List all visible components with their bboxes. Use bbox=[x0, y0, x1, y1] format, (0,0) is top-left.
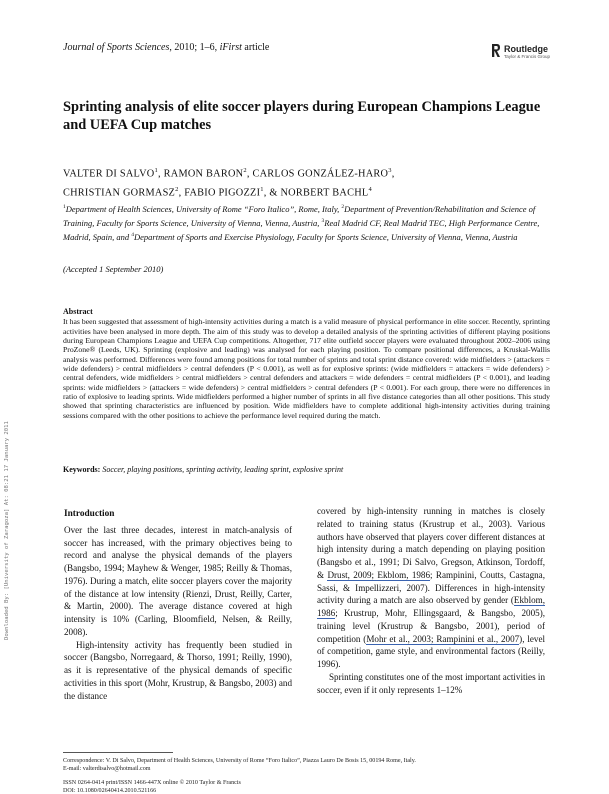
body-column-left bbox=[64, 505, 292, 702]
correspondence-footnote bbox=[63, 757, 553, 773]
correspondence-text: Correspondence: V. Di Salvo, Department of Health Sciences, University of Rome “Foro Italico”, Piazza Lauro De Bosis 15, 00194 Rome, Italy. bbox=[63, 758, 416, 764]
affiliation: Real Madrid CF, Real Madrid TEC, High Performance Centre, Madrid, Spain, and bbox=[63, 217, 540, 242]
download-stamp-text: Downloaded By: [University of Zaragoza] At: 08:21 17 January 2011 bbox=[4, 421, 10, 640]
affiliation: Department of Sports and Exercise Physiology, Faculty for Sports Science, University of Vienna, Vienna, Austria bbox=[134, 231, 518, 242]
accepted-date: (Accepted 1 September 2010) bbox=[63, 264, 164, 274]
affiliation: Department of Health Sciences, University of Rome “Foro Italico”, Rome, Italy, bbox=[65, 203, 342, 214]
publisher-name: Routledge bbox=[504, 44, 548, 54]
doi-line: DOI: 10.1080/02640414.2010.521166 bbox=[63, 788, 157, 794]
imprint bbox=[63, 779, 241, 794]
author-list: VALTER DI SALVO$^1$, RAMON BARON$^2$, CARLOS GONZÁLEZ-HARO$^3$, CHRISTIAN GORMASZ$^2$, FABIO PIGOZZI$^1$, & NORBERT BACHL$^4$ bbox=[63, 167, 395, 199]
author: FABIO PIGOZZI bbox=[184, 187, 261, 199]
section-heading: Introduction bbox=[64, 509, 115, 519]
issn-line: ISSN 0264-0414 print/ISSN 1466-447X online © 2010 Taylor & Francis bbox=[63, 780, 241, 786]
download-stamp bbox=[4, 270, 14, 640]
article-title: Sprinting analysis of elite soccer players during European Champions League and UEFA Cup matches bbox=[63, 99, 541, 133]
paragraph: High-intensity activity has frequently been studied in soccer (Bangsbo, Norregaard, & Thorso, 1991; Reilly, 1990), as it is representative of the physical demands of specific activities in this sport (Mohr, Krustrup, & Bangsbo, 2003) and the distance bbox=[64, 639, 292, 701]
author: NORBERT BACHL bbox=[280, 187, 369, 199]
correspondence-email: E-mail: valterdisalvo@hotmail.com bbox=[63, 766, 151, 773]
citation-link[interactable]: Mohr et al., 2003; Rampinini et al., 2007 bbox=[366, 633, 520, 644]
paragraph: covered by high-intensity running in matches is closely related to training status (Krustrup et al., 2003). Various authors have observed that players cover different distances at high intensity during a match depending on playing position (Bangsbo et al., 1991; Di Salvo, Gregson, Atkinson, Tordoff, & Drust, 2009; Ekblom, 1986; Rampinini, Coutts, Castagna, Sassi, & Impellizzeri, 2007). Differences in high-intensity activity during a match are also observed by gender (Ekblom, 1986; Krustrup, Mohr, Ellingsgaard, & Bangsbo, 2005), training level (Krustrup & Bangsbo, 2001), period of competition (Mohr et al., 2003; Rampinini et al., 2007), level of competition, game style, and environmental factors (Reilly, 1996). bbox=[317, 506, 546, 669]
publisher-logo bbox=[491, 43, 551, 63]
abstract-heading: Abstract bbox=[63, 307, 93, 316]
body-column-right bbox=[317, 505, 545, 696]
article-label: article bbox=[241, 42, 270, 53]
author: CARLOS GONZÁLEZ-HARO bbox=[252, 168, 389, 180]
abstract-text: It has been suggested that assessment of high-intensity activities during a match is a valid measure of physical performance in elite soccer. Recently, sprinting activities have been analysed in more depth. The aim of this study was to develop a detailed analysis of the sprinting activities of different playing positions during European Champions League and UEFA Cup competitions. Altogether, 717 elite outfield soccer players were evaluated throughout 2002–2006 using ProZone® (Leeds, UK). Sprinting (explosive and leading) was analysed for each playing position. To compare positional differences, a Kruskal-Wallis analysis was performed. Differences were found among positions for total number of sprints and total sprint distance covered: wide midfielders > (attackers = wide defenders) > central midfielders > central defenders (P < 0.001), as well as for explosive sprints: (wide midfielders = attackers = wide defenders) > central defenders, wide midfielders > central midfielders > central defenders and attackers = wide defenders = central midfielders (P < 0.001), and leading sprints: wide midfielders > (attackers = wide defenders) > central midfielders > central defenders (P < 0.001). For each group, there were no differences in ratio of explosive to leading sprints. Wide midfielders performed a higher number of sprints in all five distance categories than all other positions. This study showed that sprinting characteristics are influenced by position. Wide midfielders have to complete additional high-intensity activities during training sessions compared with the other positions to achieve the performance level required during the match. bbox=[63, 317, 550, 420]
paragraph: Sprinting constitutes one of the most important activities in soccer, even if it only represents 1–12% bbox=[317, 671, 545, 695]
affiliation: Department of Prevention/Rehabilitation and Science of Training, Faculty for Sports Science, University of Vienna, Vienna, Austria, bbox=[63, 203, 536, 228]
author: VALTER DI SALVO bbox=[63, 168, 155, 180]
keywords-text: Soccer, playing positions, sprinting activity, leading sprint, explosive sprint bbox=[102, 465, 344, 474]
keywords-label: Keywords: bbox=[63, 465, 101, 474]
affiliations: $^1$Department of Health Sciences, University of Rome “Foro Italico”, Rome, Italy, $^2$Department of Prevention/Rehabilitation and Science of Training, Faculty for Sports Science, University of Vienna, Vienna, Austria, $^3$Real Madrid CF, Real Madrid TEC, High Performance Centre, Madrid, Spain, and $^4$Department of Sports and Exercise Physiology, Faculty for Sports Science, University of Vienna, Vienna, Austria bbox=[63, 203, 540, 242]
keywords bbox=[63, 465, 550, 474]
citation-link[interactable]: Drust, 2009; Ekblom, 1986 bbox=[327, 569, 431, 580]
author: RAMON BARON bbox=[163, 168, 244, 180]
routledge-r-logo-icon bbox=[491, 43, 501, 58]
abstract bbox=[63, 307, 550, 420]
publisher-tagline: Taylor & Francis Group bbox=[504, 54, 551, 59]
author: CHRISTIAN GORMASZ bbox=[63, 187, 176, 199]
journal-issue: , 2010; 1–6, bbox=[169, 42, 218, 53]
citation-link[interactable]: Ekblom, 1986 bbox=[317, 595, 545, 618]
ifirst-label: iFirst bbox=[219, 42, 242, 53]
journal-name: Journal of Sports Sciences bbox=[63, 42, 170, 53]
footnote-divider bbox=[63, 752, 173, 753]
paragraph: Over the last three decades, interest in match-analysis of soccer has increased, with the primary objectives being to record and analyse the physical demands of the players (Bangsbo, 1994; Mayhew & Wenger, 1985; Reilly & Thomas, 1976). During a match, elite soccer players cover the majority of the distance at low intensity (Rienzi, Drust, Reilly, Carter, & Martin, 2000). The average distance covered at high intensity is 10% (Carling, Bloomfield, Nelsen, & Reilly, 2008). bbox=[64, 524, 292, 637]
running-header bbox=[63, 42, 269, 53]
